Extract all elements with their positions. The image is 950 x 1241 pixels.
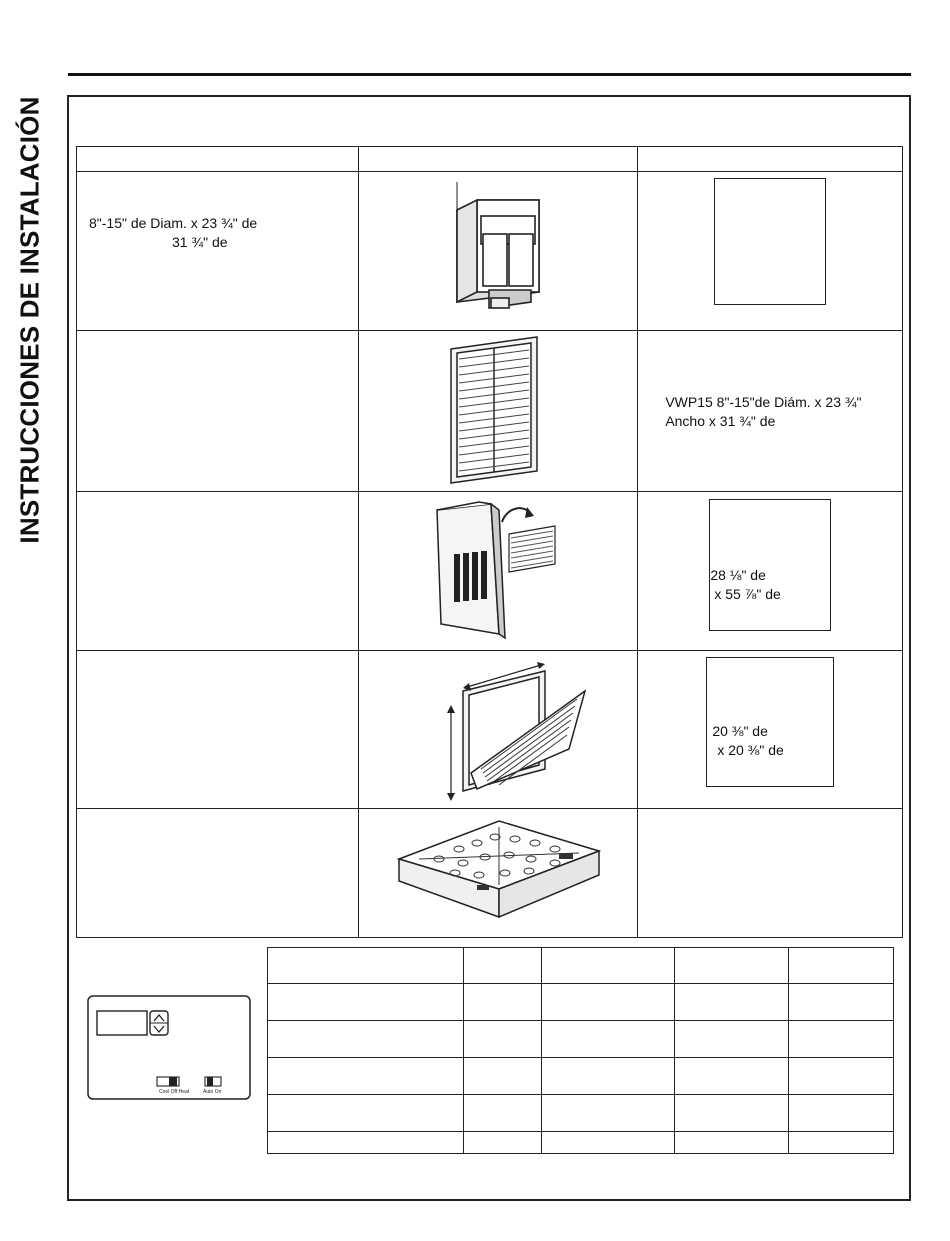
table-cell	[675, 1094, 789, 1131]
illustration-cell	[358, 809, 638, 938]
placeholder-box	[714, 178, 826, 305]
table-cell	[541, 948, 675, 984]
table-cell	[789, 1021, 894, 1057]
spec-text	[712, 722, 783, 760]
table-cell	[541, 1021, 675, 1057]
table-row	[268, 1021, 894, 1057]
description-line: 31 ¾" de	[172, 234, 228, 251]
spec-cell	[638, 491, 903, 650]
louvered-grille-illustration	[359, 331, 639, 491]
description-text	[89, 214, 257, 252]
spec-table	[267, 947, 894, 1154]
spec-line: 28 ⅛" de	[710, 566, 766, 583]
table-cell	[463, 948, 541, 984]
table-cell	[675, 984, 789, 1021]
table-cell	[268, 1094, 464, 1131]
table-row	[268, 1131, 894, 1153]
table-row	[268, 984, 894, 1021]
access-panel-illustration	[359, 492, 639, 650]
header-cell	[358, 147, 638, 172]
mode-switch-label: Cool Off Heat	[159, 1089, 190, 1095]
table-row	[268, 1057, 894, 1094]
table-cell	[268, 948, 464, 984]
table-cell	[268, 1021, 464, 1057]
table-cell	[789, 1094, 894, 1131]
illustration-cell	[358, 491, 638, 650]
table-row	[77, 330, 903, 491]
table-cell	[541, 1057, 675, 1094]
illustration-cell	[358, 172, 638, 331]
table-cell	[541, 984, 675, 1021]
table-cell	[675, 1057, 789, 1094]
table-cell	[268, 1131, 464, 1153]
table-cell	[675, 948, 789, 984]
section-title: INSTRUCCIONES DE INSTALACIÓN	[14, 96, 45, 544]
table-row	[268, 1094, 894, 1131]
table-cell	[463, 1057, 541, 1094]
table-cell	[268, 984, 464, 1021]
spec-cell	[638, 172, 903, 331]
spec-text	[665, 393, 861, 431]
description-cell	[77, 650, 359, 809]
spec-line: VWP15 8"-15"de Diám. x 23 ¾"	[665, 393, 862, 410]
side-title	[8, 40, 52, 600]
illustration-cell	[358, 330, 638, 491]
table-cell	[789, 1057, 894, 1094]
dimension-box	[709, 499, 831, 631]
table-row	[77, 491, 903, 650]
spec-cell	[638, 809, 903, 938]
header-cell	[638, 147, 903, 172]
filter-grille-illustration	[359, 651, 639, 809]
description-cell	[77, 491, 359, 650]
description-line: 8"-15" de Diam. x 23 ¾" de	[89, 215, 258, 232]
fan-switch-label: Auto On	[203, 1089, 222, 1095]
header-cell	[77, 147, 359, 172]
drain-pan-illustration	[359, 809, 639, 937]
table-row	[77, 172, 903, 331]
table-cell	[463, 984, 541, 1021]
table-cell	[463, 1131, 541, 1153]
table-cell	[675, 1131, 789, 1153]
table-row	[77, 809, 903, 938]
table-cell	[789, 1131, 894, 1153]
table-cell	[789, 984, 894, 1021]
table-header-row	[77, 147, 903, 172]
spec-line: x 20 ⅜" de	[717, 741, 784, 758]
description-cell	[77, 172, 359, 331]
illustration-cell	[358, 650, 638, 809]
description-cell	[77, 809, 359, 938]
table-cell	[675, 1021, 789, 1057]
spec-cell	[638, 330, 903, 491]
table-row	[77, 650, 903, 809]
wall-sleeve-illustration	[359, 172, 639, 330]
header-rule	[68, 73, 911, 76]
table-cell	[463, 1021, 541, 1057]
table-cell	[541, 1094, 675, 1131]
spec-line: x 55 ⅞" de	[714, 585, 781, 602]
accessories-table	[76, 146, 903, 938]
table-row	[268, 948, 894, 984]
table-cell	[463, 1094, 541, 1131]
spec-line: Ancho x 31 ¾" de	[665, 412, 776, 429]
spec-text	[710, 566, 780, 604]
dimension-box	[706, 657, 834, 787]
spec-line: 20 ⅜" de	[712, 722, 768, 739]
table-cell	[789, 948, 894, 984]
description-cell	[77, 330, 359, 491]
spec-cell	[638, 650, 903, 809]
table-cell	[541, 1131, 675, 1153]
thermostat-illustration	[85, 993, 255, 1103]
table-cell	[268, 1057, 464, 1094]
